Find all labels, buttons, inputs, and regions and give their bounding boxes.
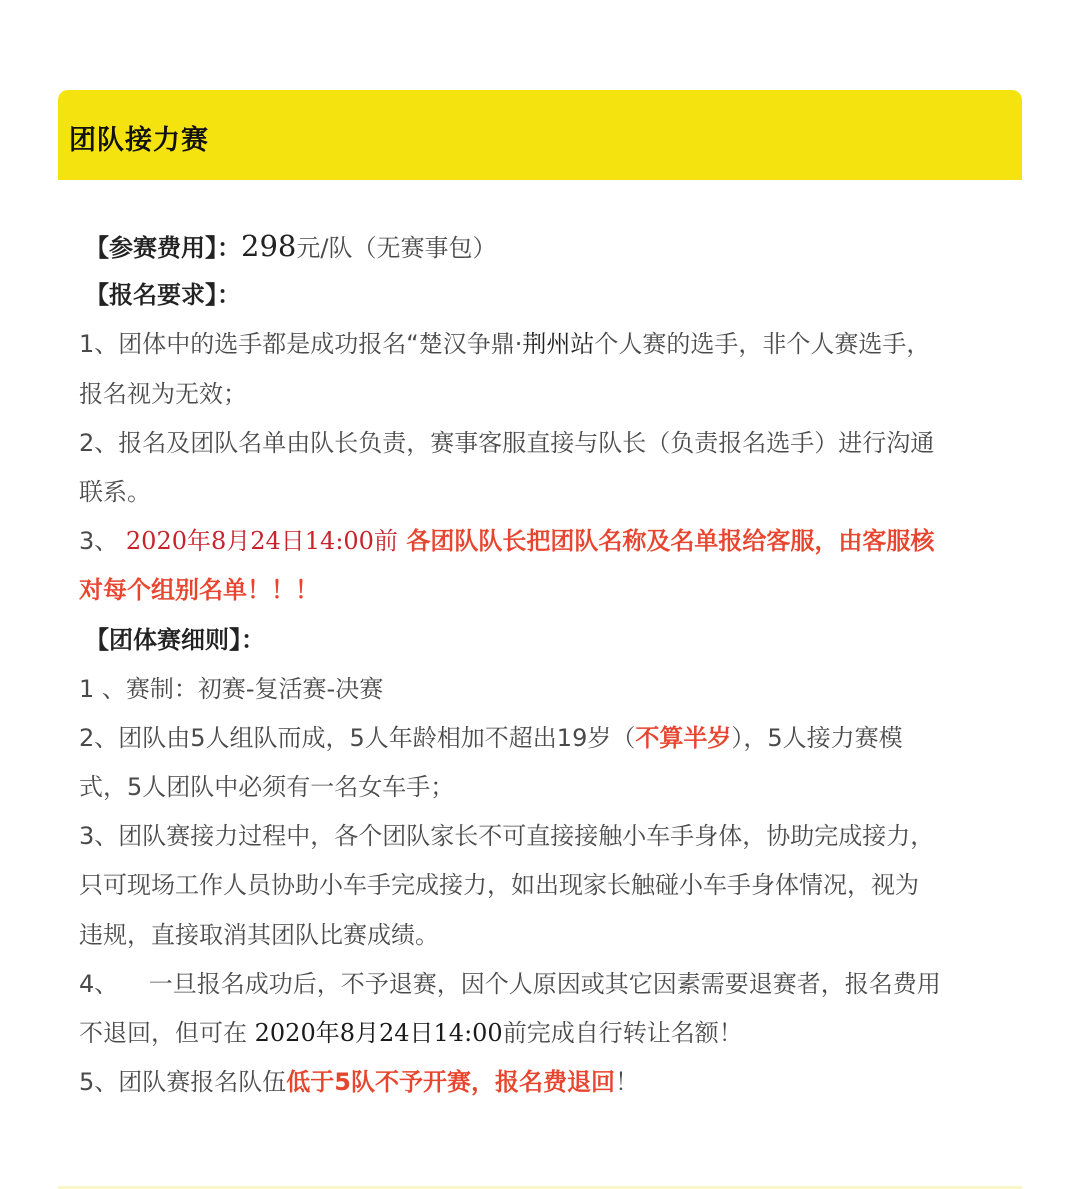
- rule-item-3-cont-2: 违规，直接取消其团队比赛成绩。: [79, 920, 439, 949]
- requirement-item-2: 2、报名及团队名单由队长负责，赛事客服直接与队长（负责报名选手）进行沟通: [79, 428, 935, 457]
- requirement-item-1: 1、团体中的选手都是成功报名“楚汉争鼎·荆州站个人赛的选手，非个人赛选手，: [79, 330, 931, 359]
- section-title: 团队接力赛: [69, 125, 209, 156]
- requirements-heading: 【报名要求】：: [85, 281, 241, 310]
- rules-heading: 【团体赛细则】：: [85, 625, 265, 654]
- rule-item-3: 3、团队赛接力过程中，各个团队家长不可直接接触小车手身体，协助完成接力，: [79, 822, 935, 851]
- fee-label: 【参赛费用】：: [85, 234, 241, 262]
- rule-item-2: 2、团队由5人组队而成，5人年龄相加不超出19岁（不算半岁），5人接力赛模: [79, 723, 903, 752]
- rule-item-4: 4、 一旦报名成功后，不予退赛，因个人原因或其它因素需要退赛者，报名费用: [79, 969, 941, 998]
- deadline-date: 2020年8月24日14:00前: [125, 527, 398, 556]
- requirement-item-1-cont: 报名视为无效；: [79, 379, 247, 408]
- transfer-deadline: 2020年8月24日14:00: [254, 1019, 503, 1047]
- section-content: [79, 222, 1004, 1107]
- fee-unit: 元/队（无赛事包）: [296, 234, 497, 262]
- station-name: 荆州站: [522, 330, 595, 359]
- rule-item-4-cont: 不退回，但可在 2020年8月24日14:00前完成自行转让名额！: [79, 1019, 743, 1047]
- rule-highlight: 低于5队不予开赛，报名费退回: [286, 1068, 615, 1097]
- rule-item-2-cont: 式，5人团队中必须有一名女车手；: [79, 773, 455, 802]
- fee-amount: 298: [241, 229, 297, 263]
- rule-item-5: 5、团队赛报名队伍低于5队不予开赛，报名费退回！: [79, 1068, 639, 1097]
- rule-highlight: 不算半岁: [635, 723, 732, 752]
- rule-item-1: 1 、赛制：初赛-复活赛-决赛: [79, 674, 384, 703]
- requirement-item-2-cont: 联系。: [79, 477, 151, 506]
- rule-item-3-cont-1: 只可现场工作人员协助小车手完成接力，如出现家长触碰小车手身体情况，视为: [79, 871, 919, 900]
- requirement-item-3-cont: 对每个组别名单！！！: [79, 576, 319, 605]
- requirement-item-3: 3、 2020年8月24日14:00前 各团队队长把团队名称及名单报给客服，由客服核: [79, 527, 935, 556]
- fee-line: [79, 222, 1004, 271]
- section-header: [58, 90, 1022, 180]
